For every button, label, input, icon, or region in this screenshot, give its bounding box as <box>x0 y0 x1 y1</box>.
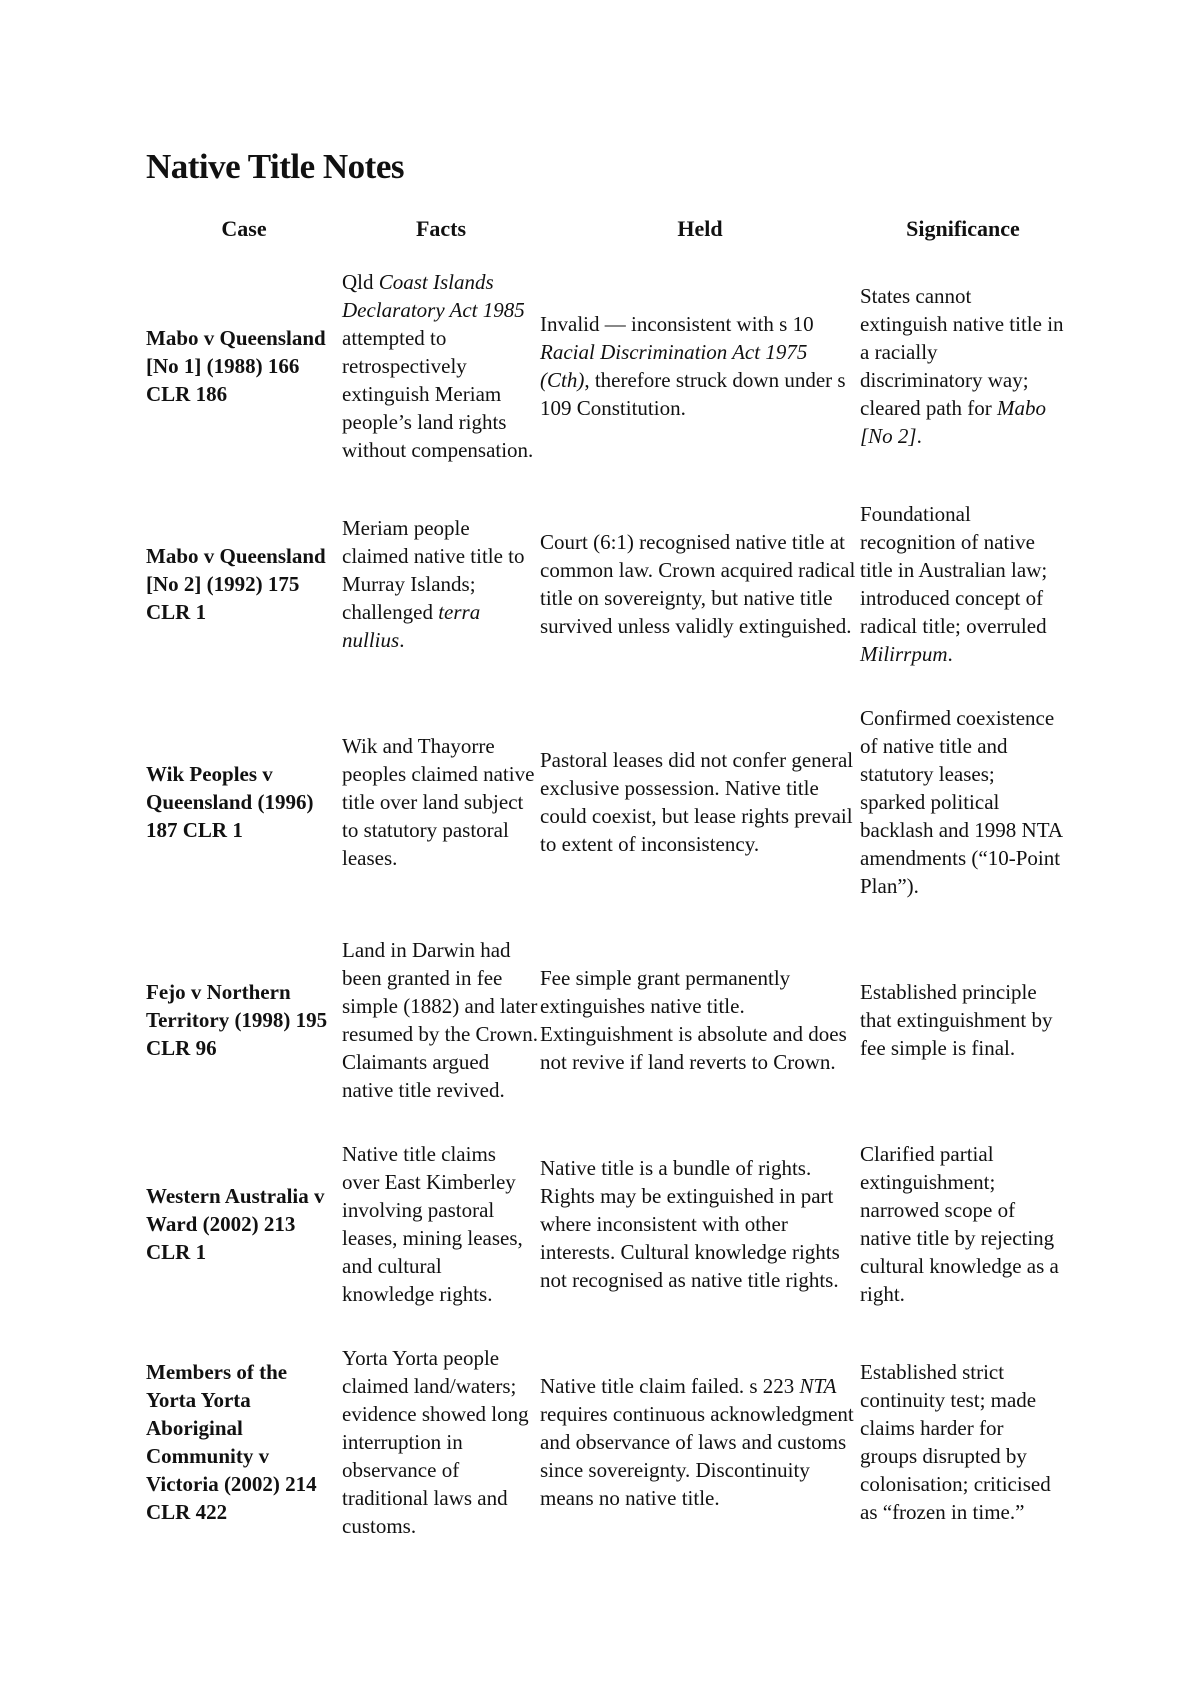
held-text: Invalid — inconsistent with s 10 <box>540 312 814 336</box>
table-row <box>146 686 1066 918</box>
facts-cell: Yorta Yorta people claimed land/waters; evidence showed long interruption in observance of traditional laws and customs. <box>342 1346 529 1538</box>
facts-cell <box>342 482 540 686</box>
table-row <box>146 1122 1066 1326</box>
held-text: , therefore struck down under s 109 Constitution. <box>540 368 846 420</box>
page-title: Native Title Notes <box>146 147 404 186</box>
held-cell: Pastoral leases did not confer general exclusive possession. Native title could coexist, but lease rights prevail to extent of inconsistency. <box>540 748 854 856</box>
case-name: Members of the Yorta Yorta Aboriginal Community v Victoria (2002) 214 CLR 422 <box>146 1360 317 1524</box>
held-italic-text: NTA <box>799 1374 837 1398</box>
significance-text: . <box>947 642 953 666</box>
significance-italic-text: Mabo [No 2] <box>860 396 1047 448</box>
held-cell: Native title is a bundle of rights. Rights may be extinguished in part where inconsistent with other interests. Cultural knowledge rights not recognised as native title rights. <box>540 1156 840 1292</box>
table-row <box>146 1326 1066 1558</box>
held-cell <box>540 250 860 482</box>
significance-cell <box>860 250 1066 482</box>
document-page <box>146 140 1066 1558</box>
facts-italic-text: terra nullius <box>342 600 481 652</box>
held-text: requires continuous acknowledgment and observance of laws and customs since sovereignty. Discontinuity means no native title. <box>540 1402 854 1510</box>
facts-text: Meriam people claimed native title to Murray Islands; challenged <box>342 516 525 624</box>
held-italic-text: Racial Discrimination Act 1975 (Cth) <box>540 340 808 392</box>
significance-italic-text: Milirrpum <box>860 642 948 666</box>
facts-text: . <box>399 628 405 652</box>
held-text: Native title claim failed. s 223 <box>540 1374 800 1398</box>
header-case: Case <box>221 216 267 241</box>
significance-text: States cannot extinguish native title in a racially discriminatory way; cleared path for <box>860 284 1064 420</box>
facts-italic-text: Coast Islands Declaratory Act 1985 <box>342 270 525 322</box>
significance-cell <box>860 482 1066 686</box>
facts-cell: Land in Darwin had been granted in fee simple (1882) and later resumed by the Crown. Claimants argued native title revived. <box>342 938 538 1102</box>
case-name: Mabo v Queensland [No 2] (1992) 175 CLR 1 <box>146 544 326 624</box>
significance-cell: Confirmed coexistence of native title and statutory leases; sparked political backlash and 1998 NTA amendments (“10-Point Plan”). <box>860 706 1062 898</box>
case-name: Mabo v Queensland [No 1] (1988) 166 CLR 186 <box>146 326 326 406</box>
significance-text: . <box>916 424 922 448</box>
case-name: Wik Peoples v Queensland (1996) 187 CLR 1 <box>146 762 314 842</box>
facts-text: Qld <box>342 270 379 294</box>
case-name: Fejo v Northern Territory (1998) 195 CLR 96 <box>146 980 328 1060</box>
table-row <box>146 250 1066 482</box>
significance-cell: Established principle that extinguishment by fee simple is final. <box>860 980 1053 1060</box>
held-cell: Court (6:1) recognised native title at common law. Crown acquired radical title on sovereignty, but native title survived unless validly extinguished. <box>540 530 856 638</box>
table-header-row <box>146 216 1066 250</box>
facts-cell: Wik and Thayorre peoples claimed native title over land subject to statutory pastoral leases. <box>342 734 535 870</box>
facts-cell <box>342 250 540 482</box>
header-held: Held <box>677 216 723 241</box>
facts-text: attempted to retrospectively extinguish Meriam people’s land rights without compensation. <box>342 326 534 462</box>
held-cell <box>540 1326 860 1558</box>
table-row <box>146 918 1066 1122</box>
significance-cell: Established strict continuity test; made claims harder for groups disrupted by colonisation; criticised as “frozen in time.” <box>860 1360 1051 1524</box>
case-table <box>146 216 1066 1558</box>
significance-text: Foundational recognition of native title in Australian law; introduced concept of radical title; overruled <box>860 502 1048 638</box>
header-facts: Facts <box>415 216 467 241</box>
table-row <box>146 482 1066 686</box>
case-name: Western Australia v Ward (2002) 213 CLR 1 <box>146 1184 325 1264</box>
significance-cell: Clarified partial extinguishment; narrowed scope of native title by rejecting cultural knowledge as a right. <box>860 1142 1059 1306</box>
held-cell: Fee simple grant permanently extinguishes native title. Extinguishment is absolute and does not revive if land reverts to Crown. <box>540 966 847 1074</box>
header-significance: Significance <box>906 216 1020 241</box>
facts-cell: Native title claims over East Kimberley involving pastoral leases, mining leases, and cultural knowledge rights. <box>342 1142 523 1306</box>
